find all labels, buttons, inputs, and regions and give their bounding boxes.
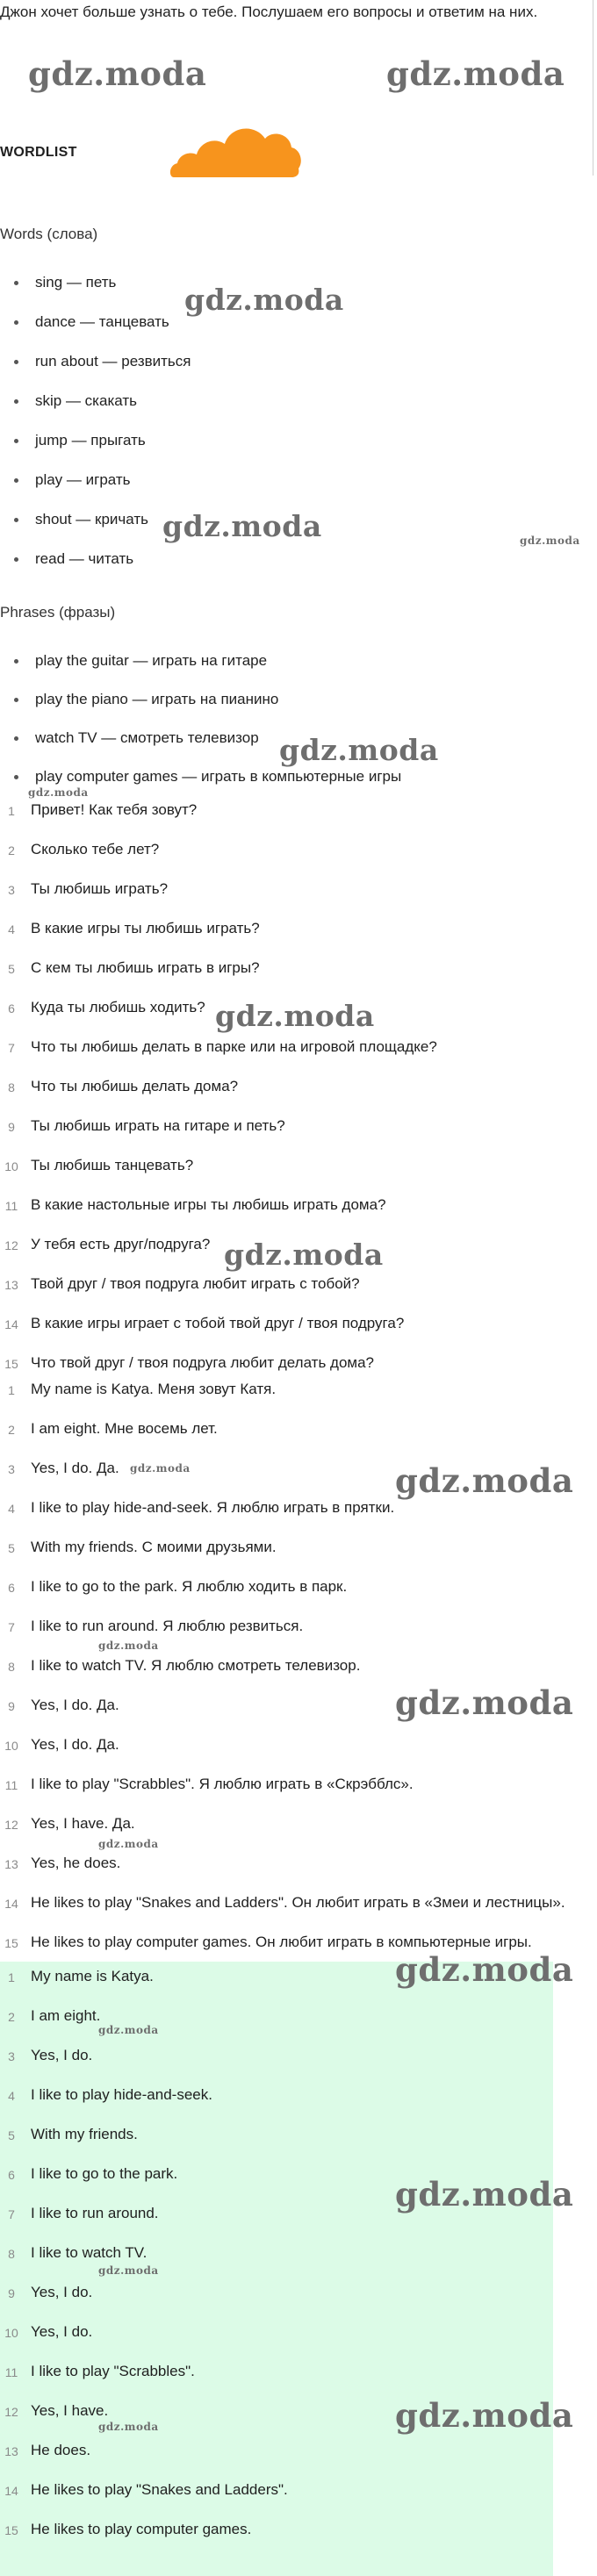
watermark: gdz.moda — [386, 54, 565, 93]
answer-item — [0, 1499, 588, 1539]
question-item — [0, 1196, 588, 1236]
item-text: I like to run around. — [31, 2205, 159, 2221]
wordlist-heading: WORDLIST — [0, 145, 77, 160]
answer-item — [0, 2007, 588, 2047]
item-text: В какие игры играет с тобой твой друг / твоя подруга? — [31, 1315, 405, 1331]
watermark: gdz.moda — [184, 283, 344, 317]
item-text: Что ты любишь делать дома? — [31, 1078, 239, 1094]
item-number: 12 — [4, 2405, 18, 2419]
item-text: I like to play "Scrabbles". Я люблю играть в «Скрэбблс». — [31, 1776, 414, 1792]
bullet-icon — [14, 360, 18, 364]
answer-item — [0, 2244, 588, 2284]
bullet-icon — [14, 320, 18, 325]
item-text: I like to go to the park. — [31, 2165, 178, 2182]
watermark: gdz.moda — [520, 535, 580, 547]
item-text: shout — кричать — [35, 511, 149, 527]
item-number: 15 — [4, 2523, 18, 2537]
watermark: gdz.moda — [28, 786, 89, 799]
cloud-icon — [169, 123, 302, 181]
bullet-icon — [14, 557, 18, 562]
answer-item — [0, 1381, 588, 1420]
item-text: Что твой друг / твоя подруга любит делать дома? — [31, 1354, 374, 1371]
bullet-icon — [14, 478, 18, 483]
bullet-icon — [14, 439, 18, 443]
item-text: В какие игры ты любишь играть? — [31, 920, 260, 936]
item-number: 9 — [8, 1699, 15, 1713]
question-item — [0, 1275, 588, 1315]
bullet-icon — [14, 698, 18, 702]
item-number: 12 — [4, 1238, 18, 1252]
item-text: He likes to play computer games. Он любит играть в компьютерные игры. — [31, 1934, 532, 1950]
bullet-icon — [14, 518, 18, 522]
item-text: I like to run around. Я люблю резвиться. — [31, 1618, 304, 1634]
watermark: gdz.moda — [98, 2264, 159, 2277]
question-item — [0, 1157, 588, 1196]
item-text: Yes, I do. Да. — [31, 1697, 119, 1713]
bullet-icon — [14, 659, 18, 664]
questions-list — [0, 801, 588, 1394]
item-text: He does. — [31, 2442, 91, 2458]
item-number: 2 — [8, 1423, 15, 1437]
item-text: I like to play "Scrabbles". — [31, 2363, 195, 2379]
phrase-item — [0, 652, 588, 691]
item-number: 14 — [4, 1317, 18, 1331]
watermark: gdz.moda — [395, 1461, 574, 1500]
question-item — [0, 1117, 588, 1157]
item-text: He likes to play "Snakes and Ladders". — [31, 2481, 288, 2498]
item-number: 7 — [8, 1041, 15, 1055]
item-text: read — читать — [35, 550, 134, 567]
question-item — [0, 1315, 588, 1354]
watermark: gdz.moda — [395, 1683, 574, 1722]
question-item — [0, 1038, 588, 1078]
item-text: My name is Katya. Меня зовут Катя. — [31, 1381, 277, 1397]
item-text: watch TV — смотреть телевизор — [35, 729, 259, 746]
bullet-icon — [14, 775, 18, 779]
answer-item — [0, 1539, 588, 1578]
item-text: I like to go to the park. Я люблю ходить в парк. — [31, 1578, 348, 1595]
question-item — [0, 801, 588, 841]
item-text: Yes, I have. Да. — [31, 1815, 135, 1832]
item-text: Куда ты любишь ходить? — [31, 999, 205, 1015]
item-text: run about — резвиться — [35, 353, 191, 370]
item-number: 5 — [8, 2128, 15, 2142]
item-number: 12 — [4, 1818, 18, 1832]
watermark: gdz.moda — [98, 1838, 159, 1850]
item-number: 14 — [4, 2484, 18, 2498]
answer-item — [0, 1420, 588, 1460]
item-text: Твой друг / твоя подруга любит играть с тобой? — [31, 1275, 360, 1292]
item-text: sing — петь — [35, 274, 117, 291]
answer-item — [0, 1578, 588, 1618]
item-text: Ты любишь играть на гитаре и петь? — [31, 1117, 285, 1134]
item-number: 4 — [8, 2089, 15, 2103]
answer-item — [0, 1855, 588, 1894]
item-number: 4 — [8, 1502, 15, 1516]
answer-item — [0, 1894, 588, 1934]
item-text: My name is Katya. — [31, 1968, 154, 1984]
item-number: 6 — [8, 1581, 15, 1595]
item-text: With my friends. С моими друзьями. — [31, 1539, 277, 1555]
item-text: I like to play hide-and-seek. Я люблю играть в прятки. — [31, 1499, 395, 1516]
answer-item — [0, 2442, 588, 2481]
item-text: Yes, he does. — [31, 1855, 121, 1871]
item-number: 13 — [4, 2444, 18, 2458]
word-item — [0, 353, 588, 392]
item-number: 6 — [8, 2168, 15, 2182]
item-number: 10 — [4, 1159, 18, 1173]
answer-item — [0, 2481, 588, 2521]
item-text: Yes, I do. — [31, 2047, 93, 2063]
item-text: play — играть — [35, 471, 131, 488]
item-text: Yes, I do. Да. — [31, 1460, 119, 1476]
item-number: 1 — [8, 1970, 15, 1984]
watermark: gdz.moda — [395, 2396, 574, 2435]
item-number: 10 — [4, 1739, 18, 1753]
item-text: I am eight. Мне восемь лет. — [31, 1420, 218, 1437]
bullet-icon — [14, 399, 18, 404]
watermark: gdz.moda — [395, 1950, 574, 1989]
item-text: play computer games — играть в компьютерные игры — [35, 768, 402, 785]
item-number: 9 — [8, 1120, 15, 1134]
item-number: 5 — [8, 962, 15, 976]
item-number: 7 — [8, 2207, 15, 2221]
item-text: I like to watch TV. Я люблю смотреть телевизор. — [31, 1657, 361, 1674]
watermark: gdz.moda — [98, 1640, 159, 1652]
item-number: 13 — [4, 1857, 18, 1871]
item-number: 4 — [8, 922, 15, 936]
item-text: play the guitar — играть на гитаре — [35, 652, 268, 669]
item-number: 8 — [8, 2247, 15, 2261]
item-text: Ты любишь танцевать? — [31, 1157, 194, 1173]
watermark: gdz.moda — [28, 54, 207, 93]
item-text: Yes, I do. — [31, 2284, 93, 2300]
phrases-list — [0, 652, 588, 807]
item-number: 11 — [4, 2365, 18, 2379]
item-number: 1 — [8, 804, 15, 818]
item-text: I am eight. — [31, 2007, 101, 2024]
item-text: I like to watch TV. — [31, 2244, 147, 2261]
item-text: У тебя есть друг/подруга? — [31, 1236, 211, 1252]
item-text: I like to play hide-and-seek. — [31, 2086, 212, 2103]
item-number: 8 — [8, 1660, 15, 1674]
bullet-icon — [14, 281, 18, 285]
item-text: jump — прыгать — [35, 432, 146, 448]
item-text: He likes to play computer games. — [31, 2521, 252, 2537]
watermark: gdz.moda — [395, 2175, 574, 2214]
item-number: 3 — [8, 2049, 15, 2063]
word-item — [0, 392, 588, 432]
answer-item — [0, 2047, 588, 2086]
item-text: В какие настольные игры ты любишь играть дома? — [31, 1196, 386, 1213]
item-number: 2 — [8, 2010, 15, 2024]
item-text: Ты любишь играть? — [31, 880, 169, 897]
item-text: Сколько тебе лет? — [31, 841, 160, 857]
question-item — [0, 841, 588, 880]
watermark: gdz.moda — [162, 509, 322, 543]
item-number: 5 — [8, 1541, 15, 1555]
answer-item — [0, 1776, 588, 1815]
item-number: 7 — [8, 1620, 15, 1634]
item-number: 13 — [4, 1278, 18, 1292]
watermark: gdz.moda — [98, 2421, 159, 2433]
question-item — [0, 920, 588, 959]
word-item — [0, 432, 588, 471]
question-item — [0, 959, 588, 999]
words-label: Words (слова) — [0, 226, 98, 242]
item-text: He likes to play "Snakes and Ladders". Он любит играть в «Змеи и лестницы». — [31, 1894, 565, 1911]
answers-english-list — [0, 1968, 588, 2560]
item-text: Yes, I have. — [31, 2402, 109, 2419]
item-number: 15 — [4, 1357, 18, 1371]
answer-item — [0, 1618, 588, 1657]
item-number: 11 — [4, 1199, 18, 1213]
item-number: 8 — [8, 1080, 15, 1094]
item-text: dance — танцевать — [35, 313, 169, 330]
bullet-icon — [14, 736, 18, 741]
item-text: play the piano — играть на пианино — [35, 691, 279, 707]
word-item — [0, 313, 588, 353]
item-text: Yes, I do. Да. — [31, 1736, 119, 1753]
answer-item — [0, 1736, 588, 1776]
watermark: gdz.moda — [130, 1462, 191, 1475]
item-number: 14 — [4, 1897, 18, 1911]
answer-item — [0, 2521, 588, 2560]
item-number: 9 — [8, 2286, 15, 2300]
item-number: 6 — [8, 1001, 15, 1015]
watermark: gdz.moda — [279, 733, 439, 767]
question-item — [0, 880, 588, 920]
phrase-item — [0, 691, 588, 729]
answer-item — [0, 2284, 588, 2323]
item-text: Yes, I do. — [31, 2323, 93, 2340]
answer-item — [0, 2126, 588, 2165]
item-number: 3 — [8, 883, 15, 897]
answer-item — [0, 2323, 588, 2363]
item-number: 1 — [8, 1383, 15, 1397]
item-number: 11 — [4, 1778, 18, 1792]
item-number: 3 — [8, 1462, 15, 1476]
intro-text: Джон хочет больше узнать о тебе. Послушаем его вопросы и ответим на них. — [0, 4, 538, 20]
watermark: gdz.moda — [215, 999, 375, 1033]
item-text: skip — скакать — [35, 392, 137, 409]
item-text: With my friends. — [31, 2126, 138, 2142]
answer-item — [0, 2086, 588, 2126]
word-item — [0, 550, 588, 590]
answer-item — [0, 1815, 588, 1855]
item-text: Привет! Как тебя зовут? — [31, 801, 198, 818]
item-number: 2 — [8, 843, 15, 857]
question-item — [0, 1078, 588, 1117]
item-number: 10 — [4, 2326, 18, 2340]
phrases-label: Phrases (фразы) — [0, 604, 116, 621]
item-number: 15 — [4, 1936, 18, 1950]
item-text: Что ты любишь делать в парке или на игровой площадке? — [31, 1038, 437, 1055]
word-item — [0, 471, 588, 511]
item-text: С кем ты любишь играть в игры? — [31, 959, 260, 976]
watermark: gdz.moda — [224, 1238, 384, 1272]
watermark: gdz.moda — [98, 2024, 159, 2036]
